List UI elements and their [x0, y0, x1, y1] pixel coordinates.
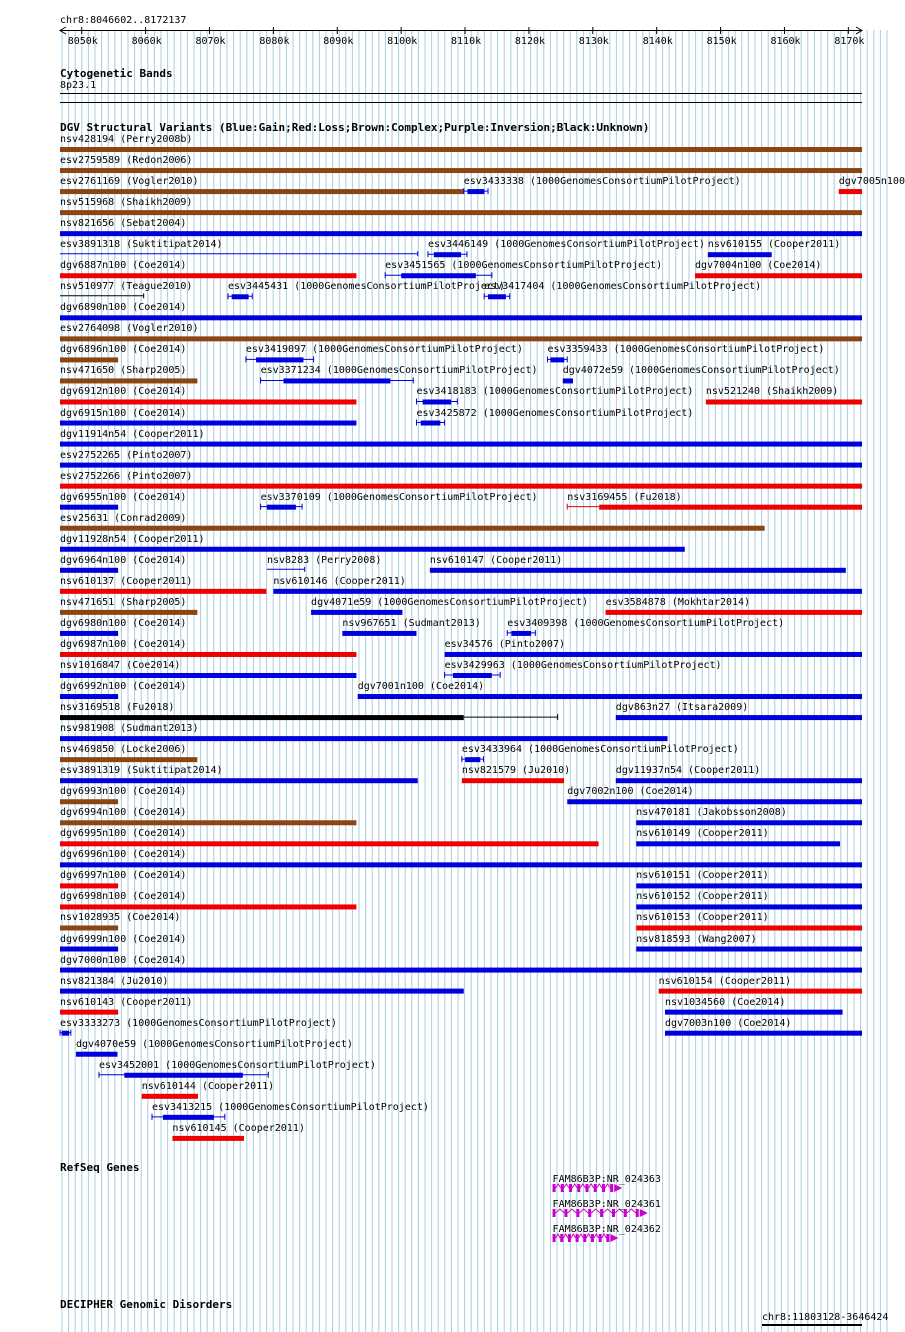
dgv-feature-bar[interactable]	[616, 715, 862, 720]
dgv-feature-label[interactable]: nsv610153 (Cooper2011)	[636, 912, 769, 924]
dgv-feature-label[interactable]: nsv610149 (Cooper2011)	[636, 828, 769, 840]
dgv-feature-label[interactable]: dgv6890n100 (Coe2014)	[60, 302, 187, 314]
decipher-track-title[interactable]: DECIPHER Genomic Disorders	[60, 1298, 233, 1311]
dgv-feature-bar[interactable]	[462, 778, 564, 783]
dgv-feature-label[interactable]: esv3891319 (Suktitipat2014)	[60, 765, 223, 777]
strand-arrow-icon	[614, 1184, 622, 1192]
ruler-title: chr8:8046602..8172137	[60, 15, 187, 26]
dgv-feature-label[interactable]: nsv610147 (Cooper2011)	[429, 554, 563, 566]
dgv-feature-bar[interactable]	[616, 778, 862, 783]
dgv-feature-bar[interactable]	[636, 820, 862, 825]
dgv-feature-label[interactable]: nsv610145 (Cooper2011)	[172, 1122, 305, 1134]
dgv-feature-label[interactable]: nsv8283 (Perry2008)	[266, 554, 382, 566]
dgv-feature-label[interactable]: esv3584878 (Mokhtar2014)	[605, 596, 751, 608]
dgv-feature-bar[interactable]	[311, 610, 402, 615]
dgv-feature-label[interactable]: esv3446149 (1000GenomesConsortiumPilotProject)	[427, 239, 705, 251]
dgv-feature-bar[interactable]	[60, 357, 118, 362]
cytoband-line	[60, 93, 862, 94]
dgv-feature-label[interactable]: esv3413215 (1000GenomesConsortiumPilotProject)	[151, 1101, 429, 1113]
dgv-feature-label[interactable]: nsv470181 (Jakobsson2008)	[636, 807, 787, 819]
ruler-tick-label: 8110k	[451, 36, 482, 47]
dgv-feature-bar[interactable]	[60, 904, 356, 909]
dgv-feature-label[interactable]: nsv821384 (Ju2010)	[60, 975, 169, 987]
dgv-feature-label[interactable]: esv3371234 (1000GenomesConsortiumPilotProject)	[260, 365, 538, 377]
dgv-feature-label[interactable]: dgv6996n100 (Coe2014)	[60, 849, 187, 861]
dgv-feature-bar[interactable]	[267, 505, 296, 510]
refseq-gene-label[interactable]: FAM86B3P:NR_024361	[552, 1199, 661, 1210]
dgv-track-title[interactable]: DGV Structural Variants (Blue:Gain;Red:Loss;Brown:Complex;Purple:Inversion;Black:Unknown)	[60, 121, 650, 134]
dgv-feature-bar[interactable]	[60, 399, 356, 404]
dgv-feature-bar[interactable]	[434, 252, 461, 257]
dgv-feature-label[interactable]: esv3409398 (1000GenomesConsortiumPilotProject)	[507, 617, 785, 629]
dgv-feature-bar[interactable]	[60, 757, 197, 762]
dgv-feature-bar[interactable]	[60, 947, 118, 952]
dgv-feature-label[interactable]: nsv3169518 (Fu2018)	[60, 702, 175, 714]
dgv-feature-bar[interactable]	[60, 568, 118, 573]
dgv-feature-label[interactable]: nsv469850 (Locke2006)	[60, 744, 187, 756]
ruler-tick-label: 8170k	[834, 36, 865, 47]
dgv-feature-label[interactable]: dgv4071e59 (1000GenomesConsortiumPilotProject)	[311, 596, 588, 608]
dgv-feature-label[interactable]: dgv6999n100 (Coe2014)	[60, 933, 187, 945]
dgv-feature-label[interactable]: dgv6887n100 (Coe2014)	[60, 260, 187, 272]
dgv-feature-bar[interactable]	[232, 294, 249, 299]
overview-coordinates: chr8:11803128-3646424	[762, 1312, 889, 1323]
dgv-feature-label[interactable]: nsv471651 (Sharp2005)	[60, 596, 187, 608]
dgv-feature-bar[interactable]	[60, 631, 118, 636]
dgv-feature-label[interactable]: nsv818593 (Wang2007)	[636, 933, 757, 945]
dgv-feature-label[interactable]: dgv863n27 (Itsara2009)	[615, 702, 749, 714]
dgv-feature-bar[interactable]	[665, 1010, 843, 1015]
dgv-feature-bar[interactable]	[60, 883, 118, 888]
gene-exon[interactable]	[600, 1209, 603, 1217]
dgv-feature-bar[interactable]	[60, 168, 862, 173]
dgv-feature-bar[interactable]	[563, 378, 573, 383]
dgv-feature-bar[interactable]	[60, 736, 668, 741]
dgv-feature-label[interactable]: esv2752266 (Pinto2007)	[60, 470, 193, 482]
refseq-gene-label[interactable]: FAM86B3P:NR_024362	[552, 1224, 661, 1235]
dgv-feature-label[interactable]: dgv11937n54 (Cooper2011)	[615, 765, 761, 777]
gene-exon[interactable]	[569, 1184, 572, 1192]
dgv-feature-label[interactable]: dgv6992n100 (Coe2014)	[60, 681, 187, 693]
dgv-feature-bar[interactable]	[60, 336, 862, 341]
cytoband-track-title[interactable]: Cytogenetic Bands	[60, 67, 173, 80]
refseq-gene-label[interactable]: FAM86B3P:NR_024363	[552, 1174, 661, 1185]
gene-exon[interactable]	[564, 1209, 567, 1217]
ruler-tick-label: 8080k	[259, 36, 290, 47]
dgv-feature-bar[interactable]	[60, 526, 765, 531]
dgv-feature-bar[interactable]	[659, 989, 862, 994]
dgv-feature-bar[interactable]	[60, 820, 356, 825]
gene-exon[interactable]	[585, 1184, 588, 1192]
dgv-feature-label[interactable]: nsv610143 (Cooper2011)	[60, 996, 193, 1008]
dgv-feature-bar[interactable]	[421, 421, 441, 426]
dgv-feature-label[interactable]: esv25631 (Conrad2009)	[60, 512, 187, 524]
dgv-feature-label[interactable]: dgv6995n100 (Coe2014)	[60, 828, 187, 840]
dgv-feature-bar[interactable]	[342, 631, 416, 636]
dgv-feature-bar[interactable]	[60, 778, 418, 783]
dgv-feature-label[interactable]: nsv610155 (Cooper2011)	[707, 239, 841, 251]
dgv-feature-label[interactable]: dgv7003n100 (Coe2014)	[664, 1017, 792, 1029]
dgv-feature-label[interactable]: esv3333273 (1000GenomesConsortiumPilotProject)	[60, 1017, 337, 1029]
dgv-feature-label[interactable]: dgv7005n100	[838, 176, 905, 188]
strand-arrow-icon	[610, 1234, 618, 1242]
gene-exon[interactable]	[636, 1209, 639, 1217]
dgv-feature-bar[interactable]	[60, 147, 862, 152]
dgv-feature-label[interactable]: dgv6915n100 (Coe2014)	[60, 407, 187, 419]
cytoband-line-bottom	[60, 102, 862, 103]
ruler-tick-label: 8160k	[770, 36, 801, 47]
gene-exon[interactable]	[602, 1184, 605, 1192]
dgv-feature-label[interactable]: esv3419097 (1000GenomesConsortiumPilotProject)	[245, 344, 523, 356]
dgv-feature-label[interactable]: esv3891318 (Suktitipat2014)	[60, 239, 223, 251]
dgv-feature-label[interactable]: dgv4070e59 (1000GenomesConsortiumPilotProject)	[75, 1038, 353, 1050]
dgv-feature-bar[interactable]	[60, 968, 862, 973]
gene-exon[interactable]	[594, 1184, 597, 1192]
dgv-feature-label[interactable]: esv2761169 (Vogler2010)	[60, 176, 199, 188]
dgv-feature-bar[interactable]	[60, 862, 862, 867]
dgv-feature-label[interactable]: nsv515968 (Shaikh2009)	[60, 197, 193, 209]
gene-exon[interactable]	[612, 1209, 615, 1217]
gene-exon[interactable]	[577, 1184, 580, 1192]
gene-exon[interactable]	[610, 1184, 613, 1192]
gene-exon[interactable]	[553, 1184, 556, 1192]
dgv-feature-bar[interactable]	[60, 610, 197, 615]
gene-exon[interactable]	[591, 1234, 594, 1242]
dgv-feature-bar[interactable]	[423, 399, 452, 404]
dgv-feature-label[interactable]: dgv6987n100 (Coe2014)	[60, 638, 187, 650]
dgv-feature-bar[interactable]	[60, 799, 118, 804]
dgv-feature-label[interactable]: esv3429963 (1000GenomesConsortiumPilotProject)	[444, 660, 722, 671]
dgv-feature-bar[interactable]	[283, 378, 390, 383]
overview-scale-bar	[762, 1324, 862, 1326]
dgv-feature-bar[interactable]	[60, 231, 862, 236]
dgv-feature-bar[interactable]	[60, 378, 197, 383]
dgv-feature-bar[interactable]	[465, 757, 480, 762]
dgv-feature-label[interactable]: dgv6980n100 (Coe2014)	[60, 617, 187, 629]
ruler-tick-label: 8130k	[578, 36, 609, 47]
ruler-tick-label: 8070k	[195, 36, 226, 47]
dgv-feature-bar[interactable]	[60, 694, 118, 699]
refseq-track-title[interactable]: RefSeq Genes	[60, 1161, 140, 1174]
dgv-feature-label[interactable]: nsv610144 (Cooper2011)	[141, 1080, 275, 1092]
dgv-feature-bar[interactable]	[76, 1052, 118, 1057]
dgv-feature-label[interactable]: dgv11914n54 (Cooper2011)	[60, 428, 205, 440]
dgv-feature-label[interactable]: nsv610146 (Cooper2011)	[273, 575, 406, 587]
dgv-feature-bar[interactable]	[256, 357, 303, 362]
dgv-feature-bar[interactable]	[60, 652, 356, 657]
dgv-feature-label[interactable]: esv3425872 (1000GenomesConsortiumPilotProject)	[416, 407, 694, 419]
dgv-feature-bar[interactable]	[636, 925, 862, 930]
dgv-feature-bar[interactable]	[60, 989, 464, 994]
ruler-tick-label: 8100k	[387, 36, 418, 47]
dgv-feature-label[interactable]: nsv610151 (Cooper2011)	[636, 870, 769, 882]
dgv-feature-bar[interactable]	[60, 925, 118, 930]
cytoband-label: 8p23.1	[60, 80, 97, 91]
gene-exon[interactable]	[599, 1234, 602, 1242]
dgv-feature-label[interactable]: dgv7001n100 (Coe2014)	[357, 681, 485, 693]
gene-exon[interactable]	[576, 1234, 579, 1242]
dgv-feature-bar[interactable]	[60, 442, 862, 447]
dgv-feature-bar[interactable]	[706, 399, 862, 404]
dgv-feature-label[interactable]: nsv428194 (Perry2008b)	[60, 134, 193, 145]
dgv-feature-label[interactable]: nsv610154 (Cooper2011)	[658, 975, 792, 987]
dgv-feature-bar[interactable]	[567, 799, 862, 804]
gene-exon[interactable]	[561, 1184, 564, 1192]
strand-arrow-icon	[640, 1209, 648, 1217]
gene-exon[interactable]	[560, 1234, 563, 1242]
dgv-feature-label[interactable]: esv3370109 (1000GenomesConsortiumPilotProject)	[260, 491, 538, 503]
dgv-feature-bar[interactable]	[60, 589, 266, 594]
dgv-feature-bar[interactable]	[430, 568, 846, 573]
dgv-feature-bar[interactable]	[636, 883, 862, 888]
dgv-feature-label[interactable]: nsv821656 (Sebat2004)	[60, 218, 187, 230]
dgv-feature-label[interactable]: esv3418183 (1000GenomesConsortiumPilotProject)	[416, 386, 694, 398]
dgv-feature-label[interactable]: nsv1016847 (Coe2014)	[60, 660, 181, 671]
dgv-feature-bar[interactable]	[606, 610, 862, 615]
gene-exon[interactable]	[606, 1234, 609, 1242]
ruler-tick-label: 8140k	[642, 36, 673, 47]
dgv-feature-label[interactable]: nsv1028935 (Coe2014)	[60, 912, 181, 924]
gene-exon[interactable]	[624, 1209, 627, 1217]
dgv-feature-bar[interactable]	[708, 252, 772, 257]
dgv-feature-label[interactable]: esv34576 (Pinto2007)	[444, 638, 565, 650]
dgv-feature-label[interactable]: nsv3169455 (Fu2018)	[567, 491, 682, 503]
dgv-feature-bar[interactable]	[550, 357, 564, 362]
dgv-feature-label[interactable]: esv3359433 (1000GenomesConsortiumPilotProject)	[547, 344, 825, 356]
dgv-feature-label[interactable]: nsv981908 (Sudmant2013)	[60, 723, 199, 735]
dgv-feature-bar[interactable]	[401, 273, 476, 278]
dgv-feature-bar[interactable]	[467, 189, 484, 194]
ruler-tick-label: 8150k	[706, 36, 737, 47]
dgv-feature-bar[interactable]	[511, 631, 531, 636]
dgv-feature-label[interactable]: esv3451565 (1000GenomesConsortiumPilotProject)	[385, 260, 663, 272]
dgv-feature-bar[interactable]	[488, 294, 506, 299]
dgv-feature-label[interactable]: nsv821579 (Ju2010)	[461, 765, 571, 777]
dgv-feature-label[interactable]: nsv967651 (Sudmant2013)	[342, 617, 481, 629]
dgv-feature-bar[interactable]	[636, 841, 840, 846]
dgv-feature-label[interactable]: nsv610152 (Cooper2011)	[636, 891, 769, 903]
ruler-tick-label: 8060k	[131, 36, 162, 47]
dgv-feature-label[interactable]: dgv11928n54 (Cooper2011)	[60, 533, 205, 545]
dgv-feature-bar[interactable]	[636, 947, 862, 952]
dgv-feature-bar[interactable]	[60, 673, 356, 678]
dgv-feature-bar[interactable]	[60, 273, 356, 278]
ruler-tick-label: 8120k	[514, 36, 546, 47]
gene-exon[interactable]	[553, 1234, 556, 1242]
dgv-feature-bar[interactable]	[60, 189, 464, 194]
gene-exon[interactable]	[583, 1234, 586, 1242]
dgv-feature-label[interactable]: dgv7004n100 (Coe2014)	[695, 260, 822, 272]
dgv-feature-bar[interactable]	[599, 505, 862, 510]
dgv-feature-label[interactable]: dgv6997n100 (Coe2014)	[60, 870, 187, 882]
dgv-feature-bar[interactable]	[163, 1115, 214, 1120]
dgv-feature-bar[interactable]	[60, 841, 599, 846]
dgv-feature-label[interactable]: dgv4072e59 (1000GenomesConsortiumPilotProject)	[562, 365, 840, 377]
dgv-feature-label[interactable]: nsv471650 (Sharp2005)	[60, 365, 187, 377]
dgv-feature-bar[interactable]	[636, 904, 862, 909]
dgv-feature-label[interactable]: esv2764098 (Vogler2010)	[60, 323, 199, 335]
dgv-feature-bar[interactable]	[445, 652, 862, 657]
gene-exon[interactable]	[576, 1209, 579, 1217]
dgv-feature-label[interactable]: esv3433964 (1000GenomesConsortiumPilotProject)	[461, 744, 739, 756]
dgv-feature-bar[interactable]	[273, 589, 862, 594]
gene-exon[interactable]	[553, 1209, 556, 1217]
dgv-feature-bar[interactable]	[60, 715, 464, 720]
dgv-feature-label[interactable]: esv2759589 (Redon2006)	[60, 155, 193, 167]
dgv-feature-bar[interactable]	[695, 273, 862, 278]
gene-exon[interactable]	[568, 1234, 571, 1242]
dgv-feature-label[interactable]: nsv521240 (Shaikh2009)	[705, 386, 839, 398]
dgv-feature-label[interactable]: esv3445431 (1000GenomesConsortiumPilotProject)	[228, 281, 505, 293]
dgv-feature-label[interactable]: nsv610137 (Cooper2011)	[60, 575, 193, 587]
dgv-feature-label[interactable]: dgv6896n100 (Coe2014)	[60, 344, 187, 356]
dgv-feature-label[interactable]: dgv6998n100 (Coe2014)	[60, 891, 187, 903]
dgv-feature-bar[interactable]	[60, 484, 862, 489]
dgv-feature-bar[interactable]	[124, 1073, 243, 1078]
ruler-tick-label: 8050k	[67, 36, 98, 47]
dgv-feature-bar[interactable]	[453, 673, 492, 678]
dgv-feature-label[interactable]: esv2752265 (Pinto2007)	[60, 449, 193, 461]
dgv-feature-label[interactable]: esv3433338 (1000GenomesConsortiumPilotProject)	[463, 176, 741, 188]
dgv-feature-label[interactable]: dgv6964n100 (Coe2014)	[60, 554, 187, 566]
dgv-feature-bar[interactable]	[60, 505, 118, 510]
dgv-feature-bar[interactable]	[839, 189, 862, 194]
dgv-feature-label[interactable]: nsv1034560 (Coe2014)	[664, 996, 786, 1008]
dgv-feature-label[interactable]: dgv7000n100 (Coe2014)	[60, 954, 187, 966]
dgv-feature-bar[interactable]	[665, 1031, 862, 1036]
dgv-feature-label[interactable]: dgv6912n100 (Coe2014)	[60, 386, 187, 398]
dgv-feature-label[interactable]: dgv6993n100 (Coe2014)	[60, 786, 187, 798]
dgv-feature-bar[interactable]	[60, 421, 356, 426]
dgv-feature-bar[interactable]	[358, 694, 862, 699]
dgv-feature-bar[interactable]	[60, 315, 862, 320]
dgv-feature-bar[interactable]	[142, 1094, 198, 1099]
gene-exon[interactable]	[588, 1209, 591, 1217]
dgv-feature-label[interactable]: dgv6994n100 (Coe2014)	[60, 807, 187, 819]
dgv-feature-bar[interactable]	[60, 463, 862, 468]
ruler-tick-label: 8090k	[323, 36, 354, 47]
dgv-feature-label[interactable]: esv3417404 (1000GenomesConsortiumPilotProject)	[484, 281, 762, 293]
dgv-feature-bar[interactable]	[60, 547, 685, 552]
dgv-feature-label[interactable]: esv3452001 (1000GenomesConsortiumPilotProject)	[98, 1059, 376, 1071]
dgv-feature-bar[interactable]	[62, 1031, 70, 1036]
dgv-feature-label[interactable]: nsv510977 (Teague2010)	[60, 281, 193, 293]
dgv-feature-bar[interactable]	[60, 1010, 118, 1015]
dgv-feature-bar[interactable]	[172, 1136, 244, 1141]
dgv-feature-label[interactable]: dgv6955n100 (Coe2014)	[60, 491, 187, 503]
dgv-feature-bar[interactable]	[60, 210, 862, 215]
dgv-feature-label[interactable]: dgv7002n100 (Coe2014)	[567, 786, 694, 798]
